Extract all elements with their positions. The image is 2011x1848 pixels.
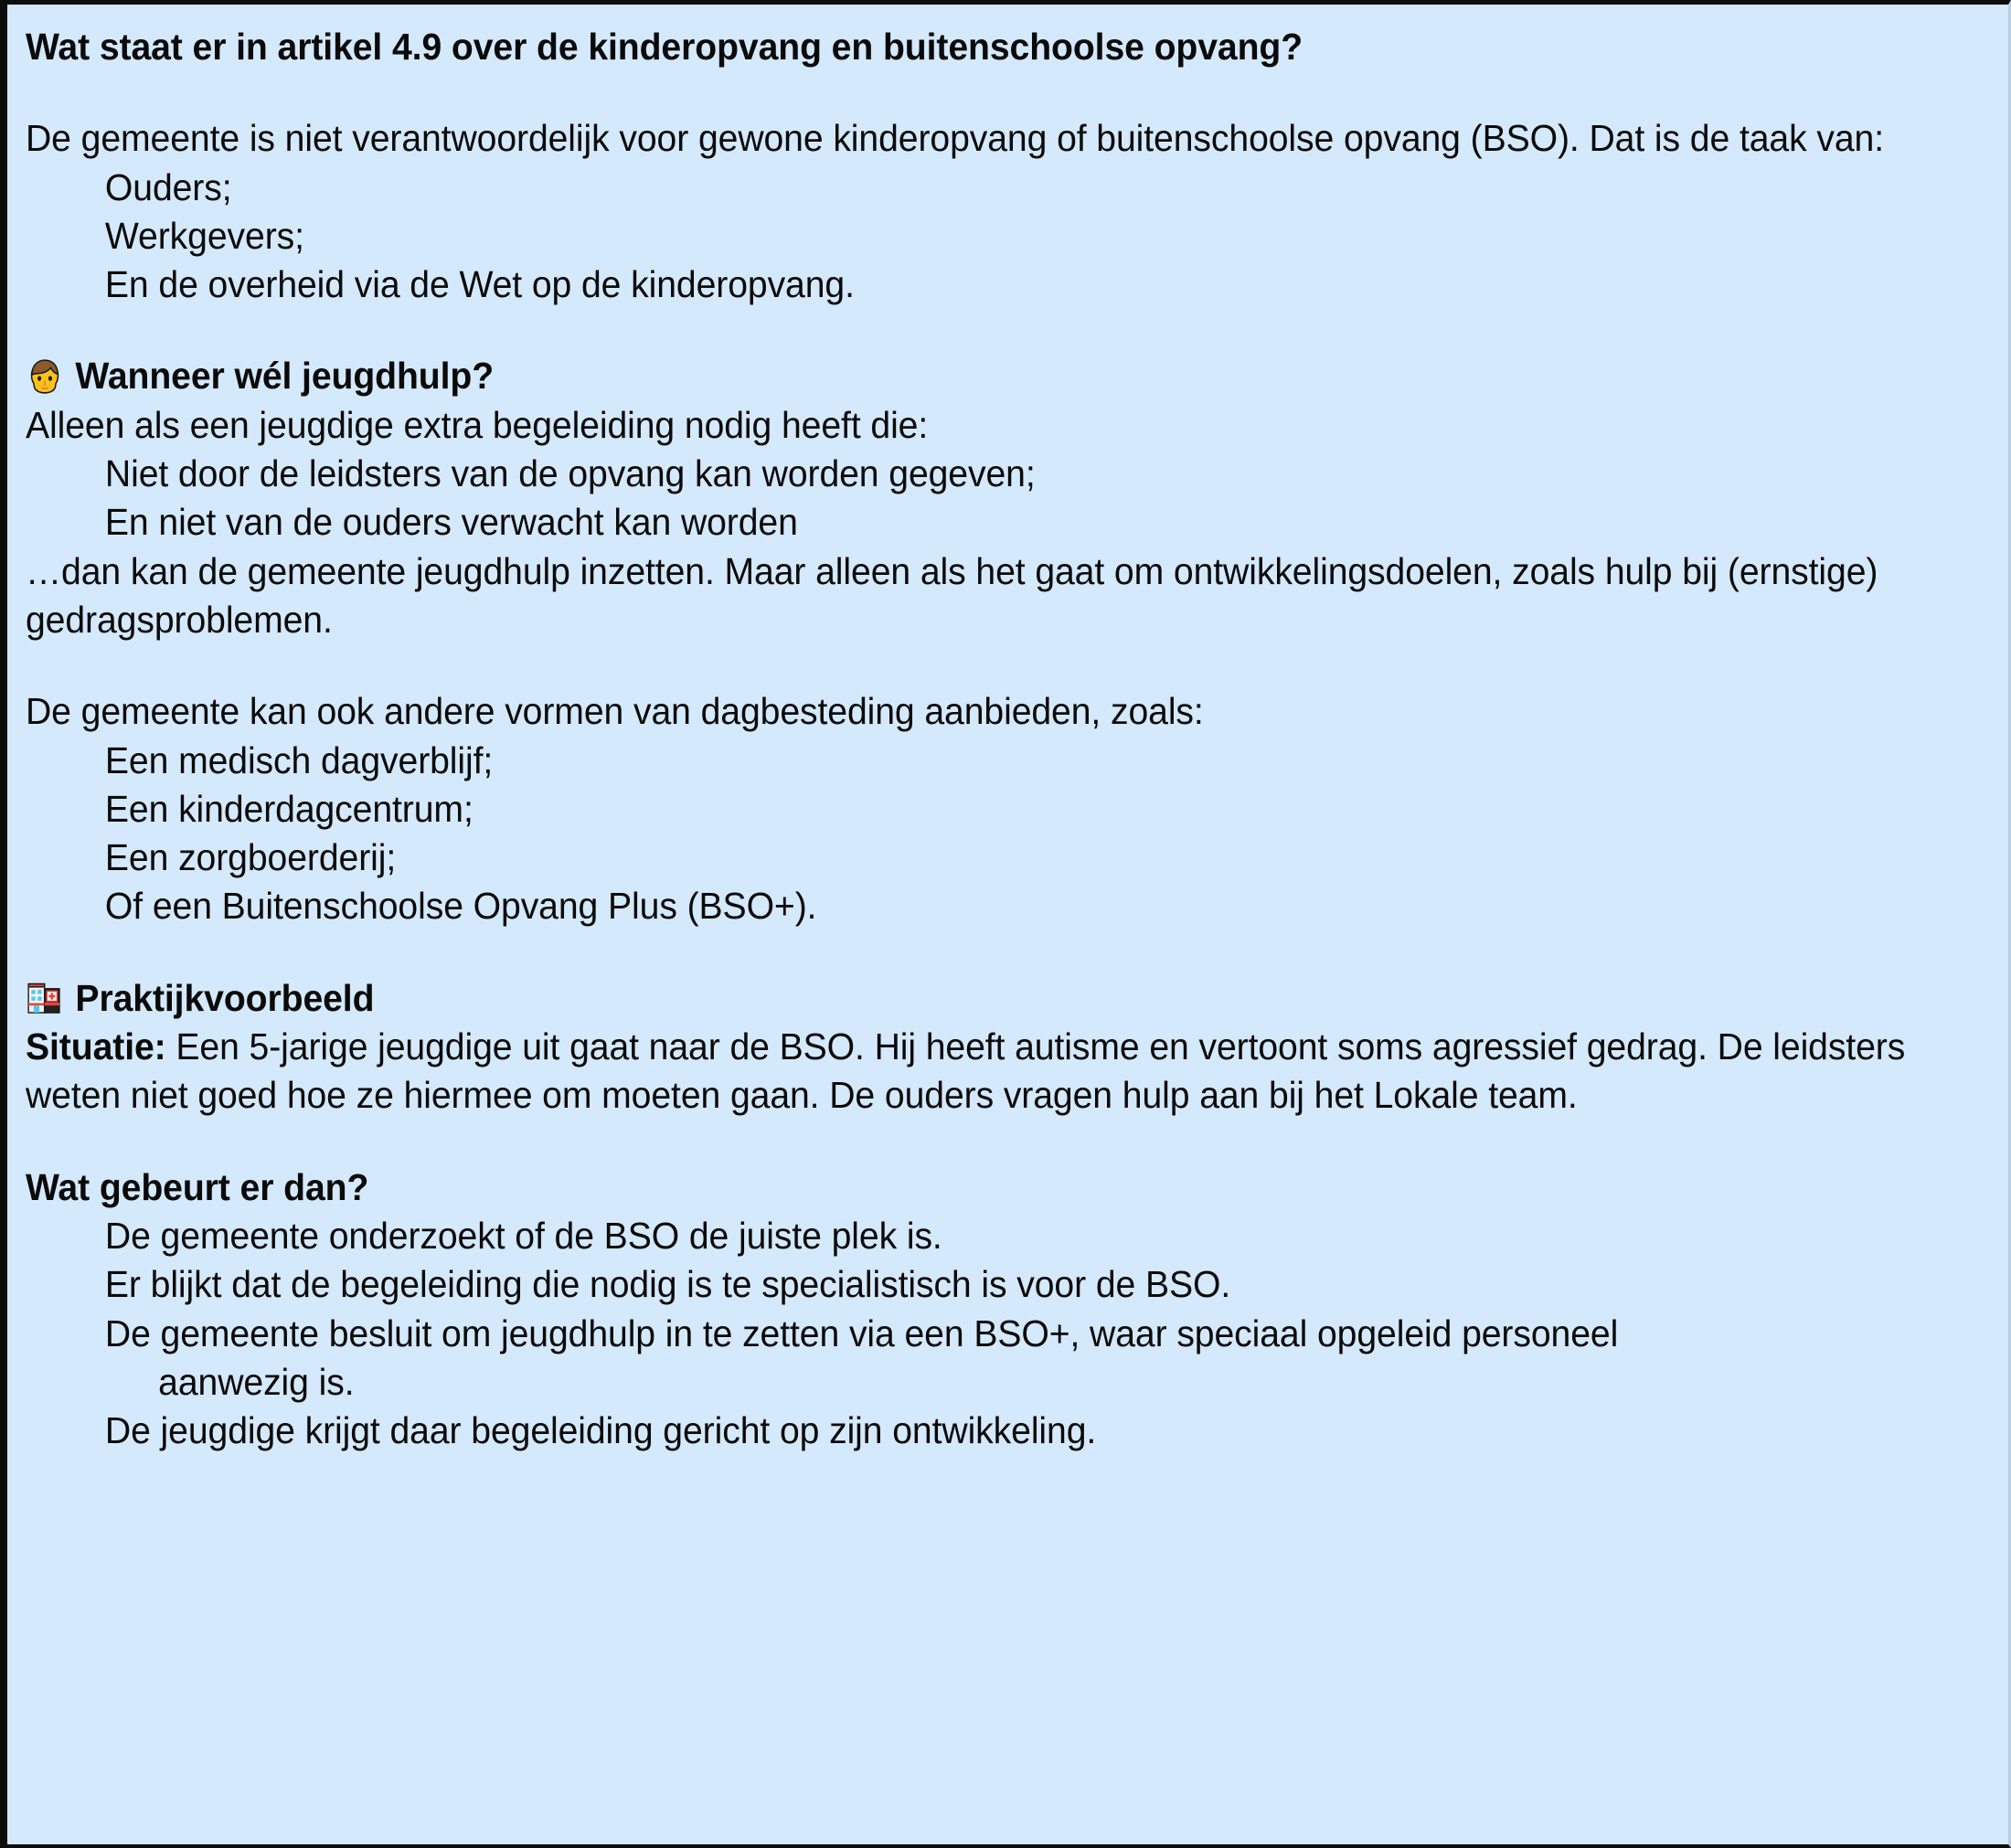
section-heading-jeugdhulp [26, 352, 1984, 400]
section-heading-watgebeurt: Wat gebeurt er dan? [26, 1165, 369, 1208]
watgebeurt-list-item-3: De gemeente besluit om jeugdhulp in te zetten via een BSO+, waar speciaal opgeleid personeel [104, 1312, 1619, 1354]
watgebeurt-list-item-1: De gemeente onderzoekt of de BSO de juiste plek is. [104, 1214, 942, 1257]
dagbesteding-list-item-3: Een zorgboerderij; [104, 836, 397, 879]
intro-list-item-3: En de overheid via de Wet op de kinderopvang. [104, 263, 855, 306]
spacer [26, 71, 1984, 114]
watgebeurt-list-item-2: Er blijkt dat de begeleiding die nodig is te specialistisch is voor de BSO. [104, 1263, 1231, 1306]
dagbesteding-list-item-1: Een medisch dagverblijf; [104, 738, 494, 781]
intro-list-item-2: Werkgevers; [104, 214, 304, 257]
praktijkvoorbeeld-situatie [26, 1023, 1984, 1120]
intro-list-item-1: Ouders; [104, 165, 232, 208]
section-heading-praktijkvoorbeeld-label: Praktijkvoorbeeld [75, 976, 375, 1019]
boy-emoji [26, 356, 64, 397]
section-heading-jeugdhulp-label: Wanneer wél jeugdhulp? [75, 355, 495, 398]
hospital-emoji [26, 978, 64, 1018]
intro-paragraph: De gemeente is niet verantwoordelijk voor gewone kinderopvang of buitenschoolse opvang (BSO). Dat is de taak van: [26, 117, 1884, 160]
document-body [26, 23, 1984, 1455]
situatie-label: Situatie: [26, 1025, 166, 1068]
section-heading-praktijkvoorbeeld [26, 974, 1984, 1023]
jeugdhulp-closing: …dan kan de gemeente jeugdhulp inzetten. Maar alleen als het gaat om ontwikkelingsdoelen, zoals hulp bij (ernstige) gedragsproblemen. [26, 549, 1889, 641]
watgebeurt-list-item-3-continuation: aanwezig is. [158, 1360, 355, 1403]
dagbesteding-list-item-2: Een kinderdagcentrum; [104, 787, 473, 830]
jeugdhulp-list-item-1: Niet door de leidsters van de opvang kan worden gegeven; [104, 452, 1036, 495]
situatie-text: Een 5-jarige jeugdige uit gaat naar de BSO. Hij heeft autisme en vertoont soms agressief gedrag. De leidsters weten niet goed hoe ze hiermee om moeten gaan. De ouders vragen hulp aan bij het Lokale team. [26, 1025, 1916, 1117]
spacer [26, 1120, 1984, 1163]
spacer [26, 309, 1984, 352]
dagbesteding-lead: De gemeente kan ook andere vormen van dagbesteding aanbieden, zoals: [26, 690, 1204, 733]
spacer [26, 644, 1984, 687]
dagbesteding-list-item-4: Of een Buitenschoolse Opvang Plus (BSO+). [104, 885, 817, 928]
jeugdhulp-list-item-2: En niet van de ouders verwacht kan worden [104, 501, 798, 544]
spacer [26, 931, 1984, 974]
page-title: Wat staat er in artikel 4.9 over de kinderopvang en buitenschoolse opvang? [26, 26, 1303, 68]
jeugdhulp-lead: Alleen als een jeugdige extra begeleiding nodig heeft die: [26, 403, 929, 446]
watgebeurt-list-item-4: De jeugdige krijgt daar begeleiding gericht op zijn ontwikkeling. [104, 1409, 1097, 1452]
